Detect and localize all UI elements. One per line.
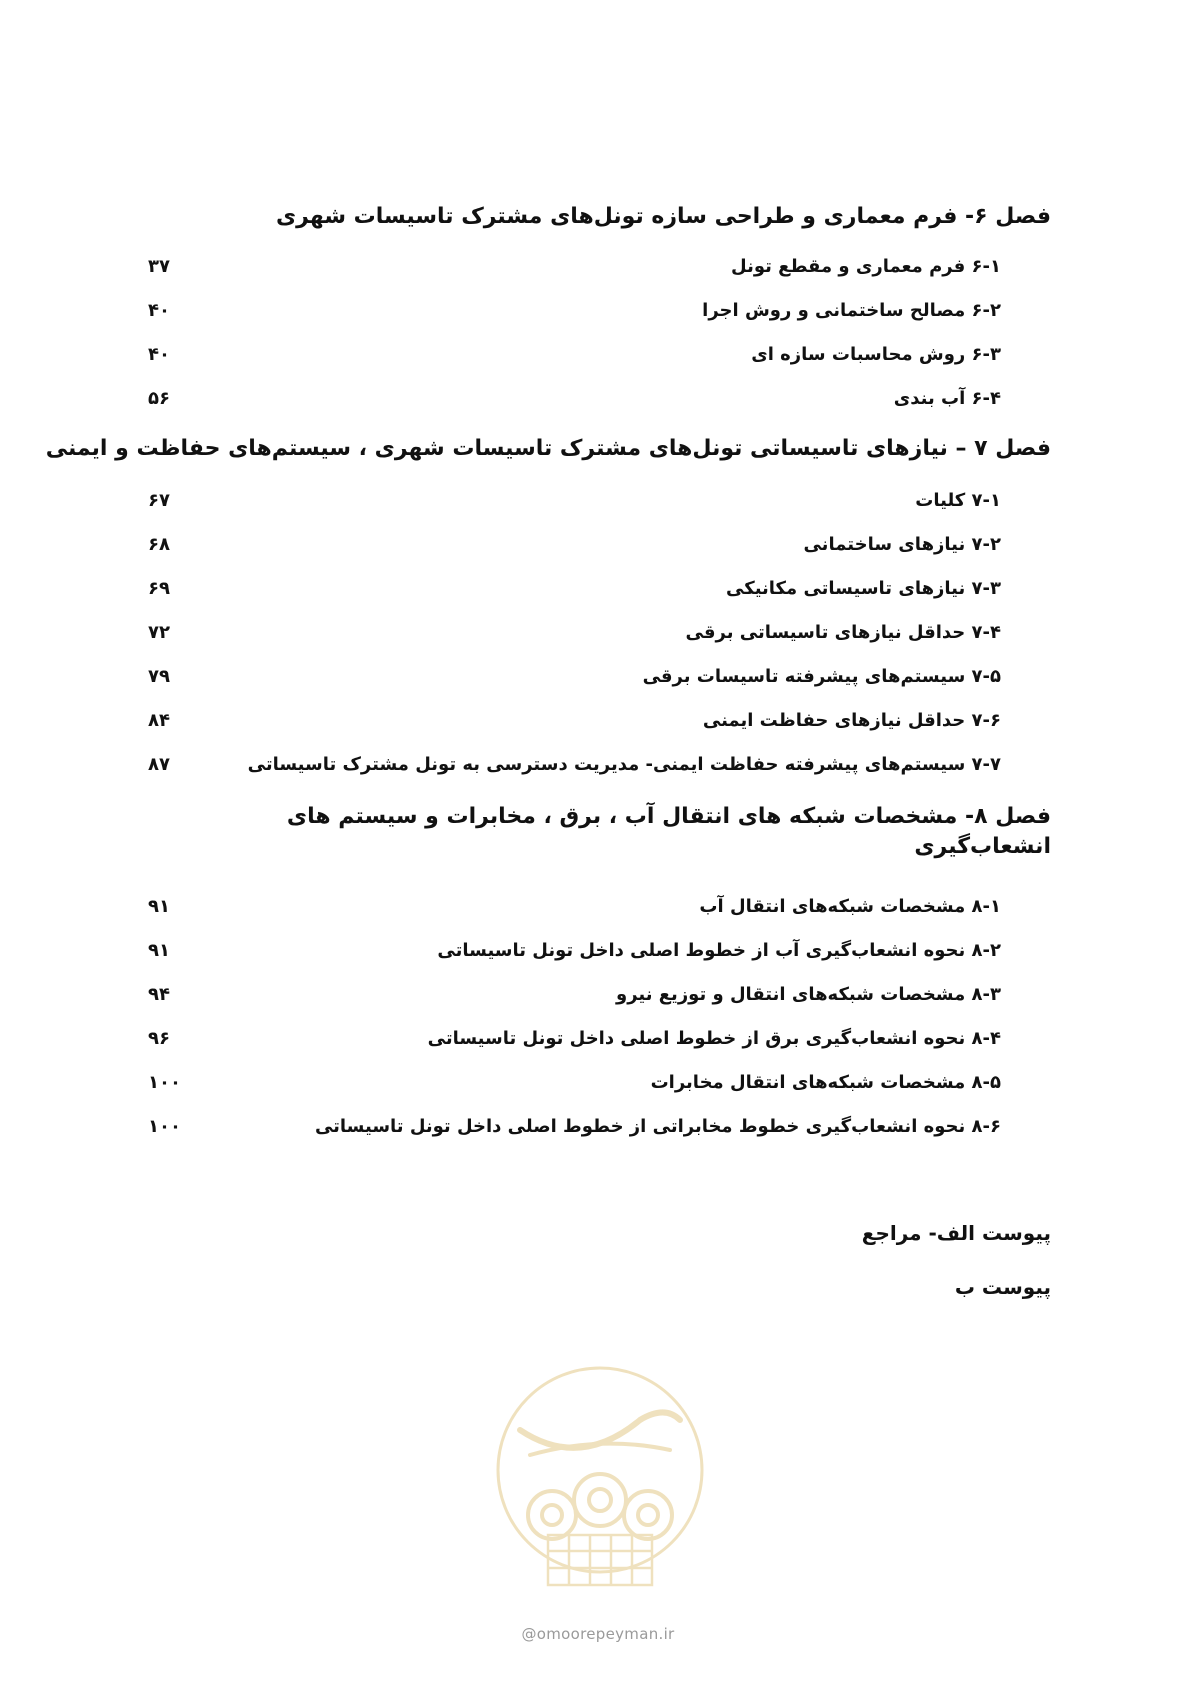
- toc-row[interactable]: [0, 936, 1191, 966]
- toc-entry-label: ۷-۲ نیازهای ساختمانی: [803, 534, 1001, 555]
- toc-row[interactable]: [0, 340, 1191, 370]
- toc-row[interactable]: [0, 892, 1191, 922]
- toc-row[interactable]: [0, 384, 1191, 414]
- watermark-url: @omoorepeyman.ir: [521, 1625, 675, 1643]
- toc-entry-label: ۷-۱ کلیات: [915, 490, 1001, 511]
- toc-row[interactable]: [0, 980, 1191, 1010]
- toc-page-number: ۴۰: [148, 344, 170, 365]
- toc-row[interactable]: [0, 618, 1191, 648]
- toc-entry-label: ۷-۳ نیازهای تاسیساتی مکانیکی: [726, 578, 1001, 599]
- toc-entry-label: ۶-۴ آب بندی: [893, 388, 1001, 409]
- toc-entry-label: ۸-۱ مشخصات شبکه‌های انتقال آب: [699, 896, 1001, 917]
- toc-row[interactable]: [0, 1112, 1191, 1142]
- toc-page-number: ۶۷: [148, 490, 170, 511]
- toc-entry-label: ۸-۵ مشخصات شبکه‌های انتقال مخابرات: [650, 1072, 1001, 1093]
- toc-page-number: ۶۸: [148, 534, 170, 555]
- watermark-grid: [548, 1535, 652, 1585]
- toc-row[interactable]: [0, 1068, 1191, 1098]
- chapter-7-title: فصل ۷ – نیازهای تاسیساتی تونل‌های مشترک تاسیسات شهری ، سیستم‌های حفاظت و ایمنی: [45, 436, 1051, 461]
- chapter-6-title: فصل ۶- فرم معماری و طراحی سازه تونل‌های مشترک تاسیسات شهری: [276, 204, 1051, 229]
- toc-entry-label: ۷-۷ سیستم‌های پیشرفته حفاظت ایمنی- مدیریت دسترسی به تونل مشترک تاسیساتی: [247, 754, 1001, 775]
- appendix-b[interactable]: پیوست ب: [954, 1275, 1051, 1299]
- toc-page-number: ۹۶: [148, 1028, 170, 1049]
- toc-entry-label: ۸-۳ مشخصات شبکه‌های انتقال و توزیع نیرو: [616, 984, 1001, 1005]
- toc-row[interactable]: [0, 662, 1191, 692]
- toc-page-number: ۸۷: [148, 754, 170, 775]
- toc-row[interactable]: [0, 530, 1191, 560]
- toc-page-number: ۹۱: [148, 940, 170, 961]
- toc-row[interactable]: [0, 1024, 1191, 1054]
- toc-entry-label: ۷-۶ حداقل نیازهای حفاظت ایمنی: [702, 710, 1001, 731]
- toc-page-number: ۱۰۰: [148, 1072, 181, 1093]
- appendix-a[interactable]: پیوست الف- مراجع: [861, 1221, 1051, 1245]
- toc-entry-label: ۷-۴ حداقل نیازهای تاسیساتی برقی: [685, 622, 1001, 643]
- toc-entry-label: ۸-۴ نحوه انشعاب‌گیری برق از خطوط اصلی داخل تونل تاسیساتی: [427, 1028, 1001, 1049]
- watermark-ring: [498, 1368, 702, 1572]
- toc-entry-label: ۶-۳ روش محاسبات سازه ای: [751, 344, 1001, 365]
- toc-entry-label: ۸-۲ نحوه انشعاب‌گیری آب از خطوط اصلی داخل تونل تاسیساتی: [437, 940, 1001, 961]
- toc-entry-label: ۶-۲ مصالح ساختمانی و روش اجرا: [702, 300, 1001, 321]
- toc-page-number: ۵۶: [148, 388, 170, 409]
- toc-page-number: ۷۲: [148, 622, 170, 643]
- toc-entry-label: ۶-۱ فرم معماری و مقطع تونل: [731, 256, 1001, 277]
- toc-page-number: ۹۴: [148, 984, 170, 1005]
- toc-row[interactable]: [0, 486, 1191, 516]
- watermark-logo: [490, 1360, 710, 1610]
- toc-row[interactable]: [0, 252, 1191, 282]
- toc-page-number: ۳۷: [148, 256, 170, 277]
- toc-row[interactable]: [0, 706, 1191, 736]
- toc-page-number: ۷۹: [148, 666, 170, 687]
- toc-page-number: ۱۰۰: [148, 1116, 181, 1137]
- toc-page-number: ۸۴: [148, 710, 170, 731]
- toc-entry-label: ۸-۶ نحوه انشعاب‌گیری خطوط مخابراتی از خطوط اصلی داخل تونل تاسیساتی: [314, 1116, 1001, 1137]
- watermark-gears: [528, 1474, 672, 1539]
- toc-row[interactable]: [0, 296, 1191, 326]
- toc-page-number: ۴۰: [148, 300, 170, 321]
- toc-row[interactable]: [0, 574, 1191, 604]
- toc-row[interactable]: [0, 750, 1191, 780]
- toc-page-number: ۹۱: [148, 896, 170, 917]
- toc-page-number: ۶۹: [148, 578, 170, 599]
- chapter-8-title: فصل ۸- مشخصات شبکه های انتقال آب ، برق ، مخابرات و سیستم های انشعاب‌گیری: [286, 804, 1051, 859]
- toc-entry-label: ۷-۵ سیستم‌های پیشرفته تاسیسات برقی: [642, 666, 1001, 687]
